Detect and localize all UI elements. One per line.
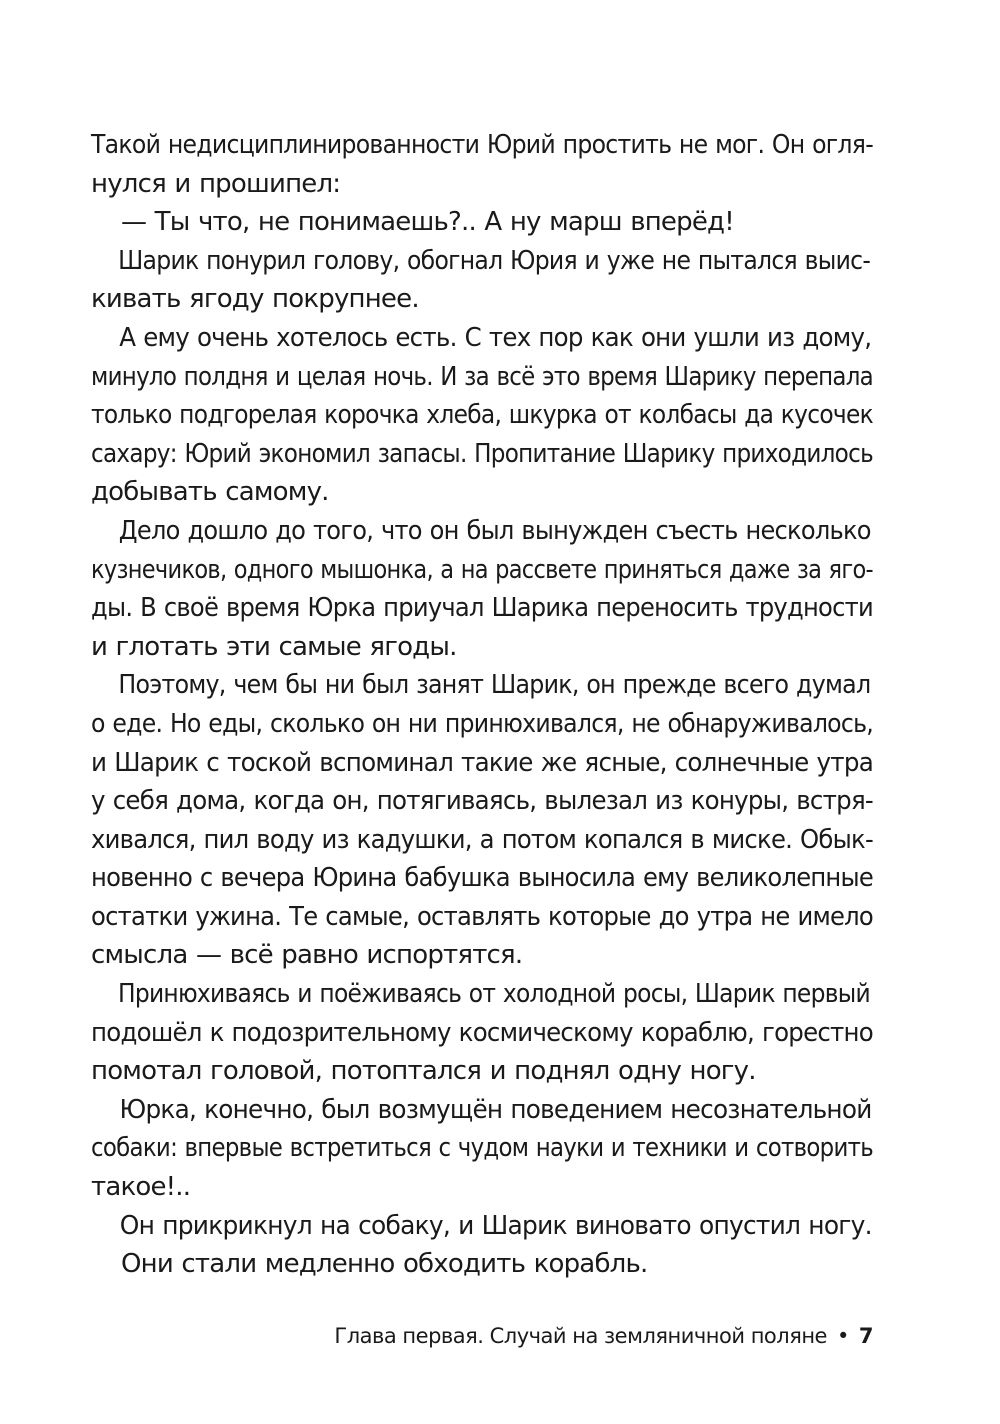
text-line: Такой недисциплинированности Юрий простить не мог. Он огля- xyxy=(91,130,874,160)
text-line: смысла — всё равно испортятся. xyxy=(91,940,523,971)
paragraph xyxy=(91,203,873,242)
text-line: подошёл к подозрительному космическому кораблю, горестно xyxy=(91,1017,874,1048)
text-line: помотал головой, потоптался и поднял одну ногу. xyxy=(91,1056,756,1087)
text-line: кузнечиков, одного мышонка, а на рассвете приняться даже за яго- xyxy=(91,554,873,585)
paragraph xyxy=(91,319,873,512)
text-line: о еде. Но еды, сколько он ни принюхивался, не обнаруживалось, xyxy=(91,708,874,739)
text-line: добывать самому. xyxy=(91,477,329,508)
text-line: такое!.. xyxy=(91,1172,191,1203)
text-line: хивался, пил воду из кадушки, а потом копался в миске. Обык- xyxy=(91,824,873,855)
body-text xyxy=(91,126,873,1284)
text-line: и Шарик с тоской вспоминал такие же ясные, солнечные утра xyxy=(91,747,874,778)
text-line: остатки ужина. Те самые, оставлять которые до утра не имело xyxy=(91,901,874,932)
text-line: и глотать эти самые ягоды. xyxy=(91,631,457,662)
text-line: А ему очень хотелось есть. С тех пор как они ушли из дому, xyxy=(119,322,872,353)
paragraph xyxy=(91,1207,873,1246)
paragraph xyxy=(91,126,873,203)
text-line: Принюхиваясь и поёживаясь от холодной росы, Шарик первый xyxy=(117,979,870,1010)
text-line: ды. В своё время Юрка приучал Шарика переносить трудности xyxy=(91,593,873,624)
text-line: Юрка, конечно, был возмущён поведением несознательной xyxy=(119,1094,872,1125)
text-line: только подгорелая корочка хлеба, шкурка от колбасы да кусочек xyxy=(91,400,873,431)
paragraph xyxy=(91,975,873,1091)
text-line: Он прикрикнул на собаку, и Шарик виновато опустил ногу. xyxy=(119,1210,872,1241)
text-line: Дело дошло до того, что он был вынужден съесть несколько xyxy=(118,515,871,546)
paragraph xyxy=(91,242,873,319)
text-line: кивать ягоду покрупнее. xyxy=(91,284,419,315)
page-number: 7 xyxy=(858,1324,873,1348)
paragraph xyxy=(91,1091,873,1207)
text-line: собаки: впервые встретиться с чудом науки и техники и сотворить xyxy=(91,1133,873,1164)
paragraph xyxy=(91,1245,873,1284)
text-line: новенно с вечера Юрина бабушка выносила ему великолепные xyxy=(91,863,874,894)
text-line: нулся и прошипел: xyxy=(91,168,341,199)
text-line: — Ты что, не понимаешь?.. А ну марш вперёд! xyxy=(121,207,734,238)
footer-separator: • xyxy=(836,1324,849,1348)
text-line: у себя дома, когда он, потягиваясь, вылезал из конуры, встря- xyxy=(91,786,874,817)
text-line: Шарик понурил голову, обогнал Юрия и уже не пытался выис- xyxy=(118,245,871,276)
text-line: сахару: Юрий экономил запасы. Пропитание Шарику приходилось xyxy=(91,438,873,469)
running-title: Глава первая. Случай на земляничной поляне xyxy=(334,1324,827,1348)
text-line: Они стали медленно обходить корабль. xyxy=(121,1249,648,1280)
paragraph xyxy=(91,512,873,666)
text-line: минуло полдня и целая ночь. И за всё это время Шарику перепала xyxy=(91,361,874,392)
paragraph xyxy=(91,666,873,975)
text-line: Поэтому, чем бы ни был занят Шарик, он прежде всего думал xyxy=(118,670,871,701)
running-footer xyxy=(91,1321,873,1351)
